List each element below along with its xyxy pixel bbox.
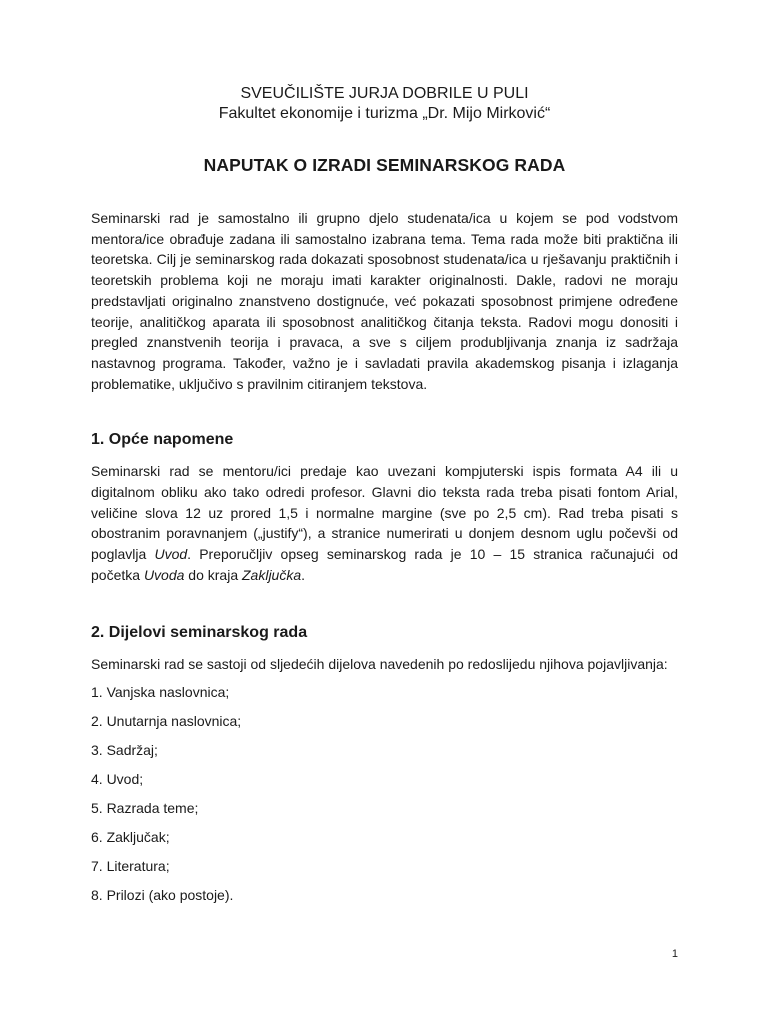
section-1-heading: 1. Opće napomene — [91, 431, 234, 449]
document-page — [91, 84, 678, 914]
document-title: NAPUTAK O IZRADI SEMINARSKOG RADA — [203, 155, 566, 175]
parts-list — [91, 682, 678, 905]
section-1-italic-uvod: Uvod — [154, 546, 188, 563]
document-header — [91, 84, 678, 124]
university-name: SVEUČILIŠTE JURJA DOBRILE U PULI — [240, 85, 529, 102]
intro-paragraph: Seminarski rad je samostalno ili grupno djelo studenata/ica u kojem se pod vodstvom mentora/ice obrađuje zadana ili samostalno izabrana tema. Tema rada može biti praktična ili teoretska. Cilj je seminarskog rada dokazati sposobnost studenata/ica u rješavanju praktičnih i teoretskih problema koji ne moraju imati karakter originalnosti. Dakle, radovi ne moraju predstavljati originalno znanstveno dostignuće, već pokazati sposobnost primjene određene teorije, analitičkog aparata ili sposobnost analitičkog čitanja teksta. Radovi mogu donositi i pregled znanstvenih teorija i pravaca, a sve s ciljem produbljivanja znanja iz sadržaja nastavnog programa. Također, važno je i savladati pravila akademskog pisanja i izlaganja problematike, uključivo s pravilnim citiranjem tekstova. — [91, 210, 678, 392]
faculty-name: Fakultet ekonomije i turizma „Dr. Mijo Mirković“ — [218, 105, 551, 122]
list-item: 2. Unutarnja naslovnica; — [91, 713, 242, 730]
list-item: 5. Razrada teme; — [91, 800, 199, 817]
section-1-text-a: Seminarski rad se mentoru/ici predaje kao uvezani kompjuterski ispis formata A4 ili u digitalnom obliku ako tako odredi profesor. Glavni dio teksta rada treba pisati fontom Arial, veličine slova 12 uz prored 1,5 i normalne margine (sve po 2,5 cm). Rad treba pisati s obostranim poravnanjem („justify“), a stranice numerirati u donjem desnom uglu počevši od poglavlja — [91, 463, 678, 563]
section-2-intro: Seminarski rad se sastoji od sljedećih dijelova navedenih po redoslijedu njihova pojavljivanja: — [91, 655, 668, 672]
list-item: 7. Literatura; — [91, 858, 170, 875]
section-2-heading: 2. Dijelovi seminarskog rada — [91, 623, 308, 641]
section-1-italic-uvoda: Uvoda — [143, 566, 185, 583]
section-1-text-b: . Preporučljiv opseg seminarskog rada je 10 – 15 stranica računajući od početka — [91, 546, 678, 583]
list-item: 8. Prilozi (ako postoje). — [91, 887, 234, 904]
list-item: 3. Sadržaj; — [91, 742, 158, 759]
list-item: 4. Uvod; — [91, 771, 144, 788]
page-number: 1 — [671, 948, 678, 960]
list-item: 6. Zaključak; — [91, 829, 170, 846]
section-1-text-d: . — [301, 566, 306, 583]
section-1-italic-zakljucka: Zaključka — [242, 566, 302, 583]
list-item: 1. Vanjska naslovnica; — [91, 684, 230, 701]
section-1-text-c: do kraja — [184, 566, 242, 583]
section-1-paragraph — [91, 461, 678, 585]
